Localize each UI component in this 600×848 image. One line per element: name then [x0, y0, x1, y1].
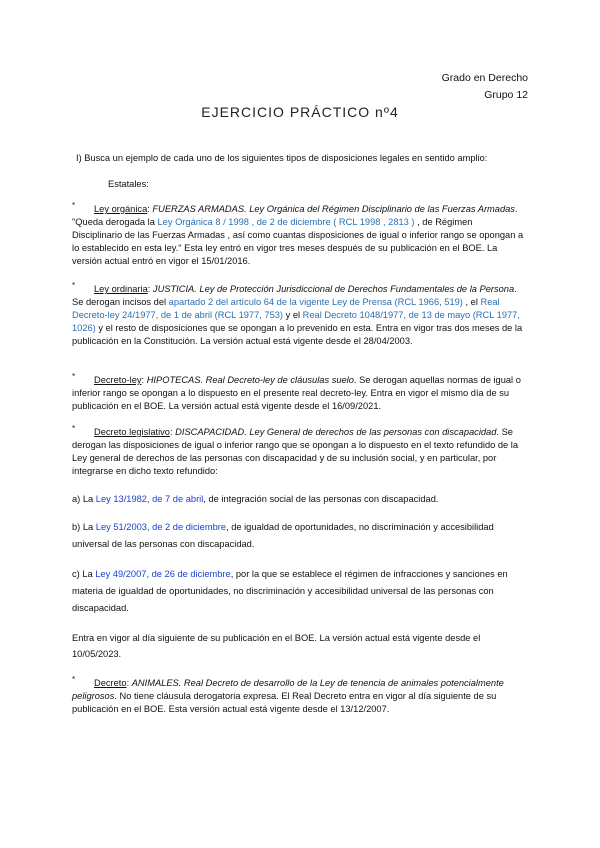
item-type: Decreto [94, 678, 127, 688]
item-text: , de Régimen Disciplinario de las Fuerzas Armadas , así como cuantas disposiciones de igual o inferior rango se opongan a lo establecido en esta ley." Esta ley entró en vigor tres meses después de su publicación en el BOE. La versión actual entró en vigor el 15/01/2016. [72, 217, 524, 266]
law-link[interactable]: apartado 2 del artículo 64 de la vigente Ley de Prensa (RCL 1966, 519) [168, 297, 463, 307]
list-item-a [72, 491, 524, 507]
item-text: a) La [72, 494, 96, 504]
item-decreto: Decreto: ANIMALES. Real Decreto de desarrollo de la Ley de tenencia de animales potencialmente peligrosos. No tiene cláusula derogatoria expresa. El Real Decreto entra en vigor al día siguiente de su publicación en el BOE. Esta versión actual está vigente desde el 13/12/2007. [72, 678, 504, 714]
list-item-c [72, 566, 524, 617]
page-title: EJERCICIO PRÁCTICO nº4 [201, 104, 399, 120]
header-group: Grupo 12 [484, 89, 528, 101]
item-text: . Se derogan las disposiciones de igual o inferior rango que se opongan a lo dispuesto en el texto refundido de la Ley general de derechos de las personas con discapacidad y de su inclusión social, y en particular, por integrarse en dicho texto refundido: [72, 427, 519, 476]
item-decreto-legislativo: Decreto legislativo: DISCAPACIDAD. Ley General de derechos de las personas con discapacidad. Se derogan las disposiciones de igual o inferior rango que se opongan a lo dispuesto en el texto refundido de la Ley general de derechos de las personas con discapacidad y de su inclusión social, y en particular, por integrarse en dicho texto refundido: [72, 427, 519, 476]
item-decreto-ley: Decreto-ley: HIPOTECAS. Real Decreto-ley de cláusulas suelo. Se derogan aquellas normas de igual o inferior rango se opongan a lo dispuesto en el presente real decreto-ley. Entra en vigor el mismo día de su publicación en el BOE. La versión actual está vigente desde el 16/09/2021. [72, 375, 521, 411]
item-text: . Se derogan incisos del [72, 284, 517, 307]
bullet-4: * [72, 424, 76, 433]
item-text: b) La [72, 522, 96, 532]
item-text: y el resto de disposiciones que se opongan a lo prevenido en esta. Entra en vigor tras dos meses de la publicación en la Constitución. La versión actual está vigente desde el 28/04/2003. [72, 323, 523, 346]
item-topic: JUSTICIA. Ley de Protección Jurisdiccional de Derechos Fundamentales de la Persona [152, 284, 515, 294]
item-type: Ley ordinaria [94, 284, 148, 294]
bullet-2: * [72, 281, 76, 290]
item-text: . "Queda derogada la [72, 204, 518, 227]
law-link[interactable]: Ley 51/2003, de 2 de diciembre [95, 522, 227, 532]
item-text: . No tiene cláusula derogatoria expresa. El Real Decreto entra en vigor al día siguiente de su publicación en el BOE. Esta versión actual está vigente desde el 13/12/2007. [72, 691, 497, 714]
item-ley-ordinaria: Ley ordinaria: JUSTICIA. Ley de Protección Jurisdiccional de Derechos Fundamentales de la Persona. Se derogan incisos del apartado 2 del artículo 64 de la vigente Ley de Prensa (RCL 1966, 519) , el Real Decreto-ley 24/1977, de 1 de abril (RCL 1977, 753) y el Real Decreto 1048/1977, de 13 de mayo (RCL 1977, 1026) y el resto de disposiciones que se opongan a lo prevenido en esta. Entra en vigor tras dos meses de la publicación en la Constitución. La versión actual está vigente desde el 28/04/2003. [72, 284, 523, 346]
item-topic: FUERZAS ARMADAS. Ley Orgánica del Régimen Disciplinario de las Fuerzas Armadas [152, 204, 515, 214]
law-link[interactable]: Real Decreto-ley 24/1977, de 1 de abril (RCL 1977, 753) [72, 297, 500, 320]
item-text: , de igualdad de oportunidades, no discriminación y accesibilidad universal de las personas con discapacidad. [72, 522, 494, 549]
law-link[interactable]: Real Decreto 1048/1977, de 13 de mayo (RCL 1977, 1026) [72, 310, 520, 333]
item-text: c) La [72, 569, 96, 579]
item-type: Decreto-ley [94, 375, 142, 385]
section-heading: Estatales: [108, 179, 149, 189]
header-degree: Grado en Derecho [441, 72, 528, 84]
bullet-5: * [72, 675, 76, 684]
law-link[interactable]: Ley 49/2007, de 26 de diciembre [95, 569, 231, 579]
item-type: Ley orgánica [94, 204, 148, 214]
question: I) Busca un ejemplo de cada uno de los siguientes tipos de disposiciones legales en sentido amplio: [76, 153, 488, 163]
item4-closing: Entra en vigor al día siguiente de su publicación en el BOE. La versión actual está vigente desde el 10/05/2023. [72, 633, 481, 659]
law-link[interactable]: Ley Orgánica 8 / 1998 , de 2 de diciembre ( RCL 1998 , 2813 ) [157, 217, 415, 227]
item-text: , por la que se establece el régimen de infracciones y sanciones en materia de igualdad de oportunidades, no discriminación y accesibilidad universal de las personas con discapacidad. [72, 569, 508, 613]
item-topic: DISCAPACIDAD. Ley General de derechos de las personas con discapacidad [175, 427, 497, 437]
item-type: Decreto legislativo [94, 427, 170, 437]
item-text: , el [462, 297, 481, 307]
item-topic: ANIMALES. Real Decreto de desarrollo de la Ley de tenencia de animales potencialmente peligrosos [72, 678, 504, 701]
item-topic: HIPOTECAS. Real Decreto-ley de cláusulas suelo [146, 375, 354, 385]
item-text: , de integración social de las personas con discapacidad. [203, 494, 439, 504]
item-ley-organica: Ley orgánica: FUERZAS ARMADAS. Ley Orgánica del Régimen Disciplinario de las Fuerzas Armadas. "Queda derogada la Ley Orgánica 8 / 1998 , de 2 de diciembre ( RCL 1998 , 2813 ) , de Régimen Disciplinario de las Fuerzas Armadas , así como cuantas disposiciones de igual o inferior rango se opongan a lo establecido en esta ley." Esta ley entró en vigor tres meses después de su publicación en el BOE. La versión actual entró en vigor el 15/01/2016. [72, 204, 524, 266]
item-text: . Se derogan aquellas normas de igual o inferior rango se opongan a lo dispuesto en el presente real decreto-ley. Entra en vigor el mismo día de su publicación en el BOE. La versión actual está vigente desde el 16/09/2021. [72, 375, 521, 411]
list-item-b [72, 519, 524, 553]
bullet-1: * [72, 201, 76, 210]
law-link[interactable]: Ley 13/1982, de 7 de abril [95, 494, 204, 504]
item-text: y el [283, 310, 303, 320]
bullet-3: * [72, 372, 76, 381]
